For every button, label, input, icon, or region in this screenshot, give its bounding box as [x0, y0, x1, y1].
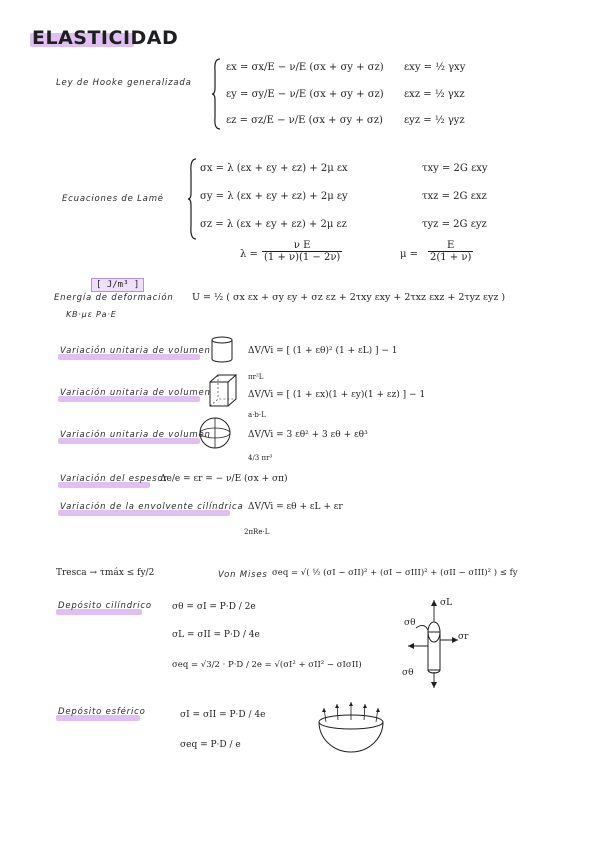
envelope-note: 2πRe·L	[244, 528, 270, 536]
energy-units-tag: [ J/m³ ]	[91, 278, 144, 292]
hooke-brace	[212, 58, 222, 130]
hooke-shear-xy: εxy = ½ γxy	[404, 62, 466, 73]
lame-row-y: σy = λ (εx + εy + εz) + 2μ εy	[200, 191, 348, 202]
cyl-tank-label-sigmaL: σL	[440, 598, 453, 608]
hooke-shear-xz: εxz = ½ γxz	[404, 89, 465, 100]
vonmises-criterion: σeq = √( ½ (σI − σII)² + (σI − σIII)² + (σII − σIII)² ) ≤ fy	[272, 568, 518, 578]
lame-shear-xz: τxz = 2G εxz	[422, 191, 487, 202]
hooke-row-y: εy = σy/E − ν/E (σx + σy + σz)	[226, 89, 384, 100]
sphere-icon	[198, 416, 232, 450]
mu-fraction	[428, 240, 473, 263]
energy-label: Energía de deformación	[54, 293, 174, 303]
lame-shear-yz: τyz = 2G εyz	[422, 219, 487, 230]
sphere-label: Variación unitaria de volumen	[60, 430, 211, 440]
lame-row-z: σz = λ (εx + εy + εz) + 2μ εz	[200, 219, 347, 230]
envelope-label: Variación de la envolvente cilíndrica	[60, 502, 244, 512]
cyl-tank-row-2: σL = σII = P·D / 4e	[172, 630, 260, 640]
prism-formula: ΔV/Vi = [ (1 + εx)(1 + εy)(1 + εz) ] − 1	[248, 390, 426, 400]
cyl-tank-label-sigmatheta-1: σθ	[404, 618, 416, 628]
energy-sub: KB·με Pa·E	[66, 310, 117, 319]
cyl-tank-row-3: σeq = √3/2 · P·D / 2e = √(σI² + σII² − σIσII)	[172, 660, 362, 670]
prism-label: Variación unitaria de volumen	[60, 388, 211, 398]
lambda-lhs: λ =	[240, 249, 258, 260]
sph-tank-row-2: σeq = P·D / e	[180, 740, 241, 750]
tresca-criterion: Tresca → τmáx ≤ fy/2	[56, 568, 155, 578]
sphere-note: 4/3 πr³	[248, 454, 273, 462]
cylinder-formula: ΔV/Vi = [ (1 + εθ)² (1 + εL) ] − 1	[248, 346, 398, 356]
hooke-shear-yz: εyz = ½ γyz	[404, 115, 465, 126]
lambda-fraction	[262, 240, 342, 263]
mu-lhs: μ =	[400, 249, 419, 260]
thickness-label: Variación del espesor	[60, 474, 168, 484]
sphere-formula: ΔV/Vi = 3 εθ² + 3 εθ + εθ³	[248, 430, 368, 440]
envelope-formula: ΔV/Vi = εθ + εL + εr	[248, 502, 343, 512]
cyl-tank-label: Depósito cilíndrico	[58, 601, 152, 611]
lame-row-x: σx = λ (εx + εy + εz) + 2μ εx	[200, 163, 348, 174]
cylinder-note: πr²L	[248, 373, 264, 381]
mu-den: 2(1 + ν)	[430, 252, 472, 263]
hooke-label: Ley de Hooke generalizada	[56, 78, 192, 88]
cyl-tank-row-1: σθ = σI = P·D / 2e	[172, 602, 256, 612]
hooke-row-x: εx = σx/E − ν/E (σx + σy + σz)	[226, 62, 384, 73]
sph-tank-diagram	[308, 696, 394, 758]
vonmises-label: Von Mises	[218, 570, 268, 580]
hooke-row-z: εz = σz/E − ν/E (σx + σy + σz)	[226, 115, 383, 126]
cylinder-label: Variación unitaria de volumen	[60, 346, 211, 356]
sph-tank-label: Depósito esférico	[58, 707, 146, 717]
lame-brace	[188, 158, 198, 240]
prism-icon	[208, 374, 238, 408]
mu-num: E	[428, 240, 473, 252]
lame-label: Ecuaciones de Lamé	[62, 194, 164, 204]
sph-tank-row-1: σI = σII = P·D / 4e	[180, 710, 266, 720]
prism-note: a·b·L	[248, 411, 266, 419]
energy-formula: U = ½ ( σx εx + σy εy + σz εz + 2τxy εxy + 2τxz εxz + 2τyz εyz )	[192, 292, 506, 303]
lame-shear-xy: τxy = 2G εxy	[422, 163, 488, 174]
lambda-num: ν E	[262, 240, 342, 252]
lambda-den: (1 + ν)(1 − 2ν)	[264, 252, 341, 263]
cyl-tank-label-sigmar: σr	[458, 632, 469, 642]
thickness-formula: Δe/e = εr = − ν/E (σx + σπ)	[160, 474, 288, 484]
page-title: ELASTICIDAD	[32, 27, 179, 49]
cyl-tank-label-sigmatheta-2: σθ	[402, 668, 414, 678]
cylinder-icon	[210, 336, 234, 364]
